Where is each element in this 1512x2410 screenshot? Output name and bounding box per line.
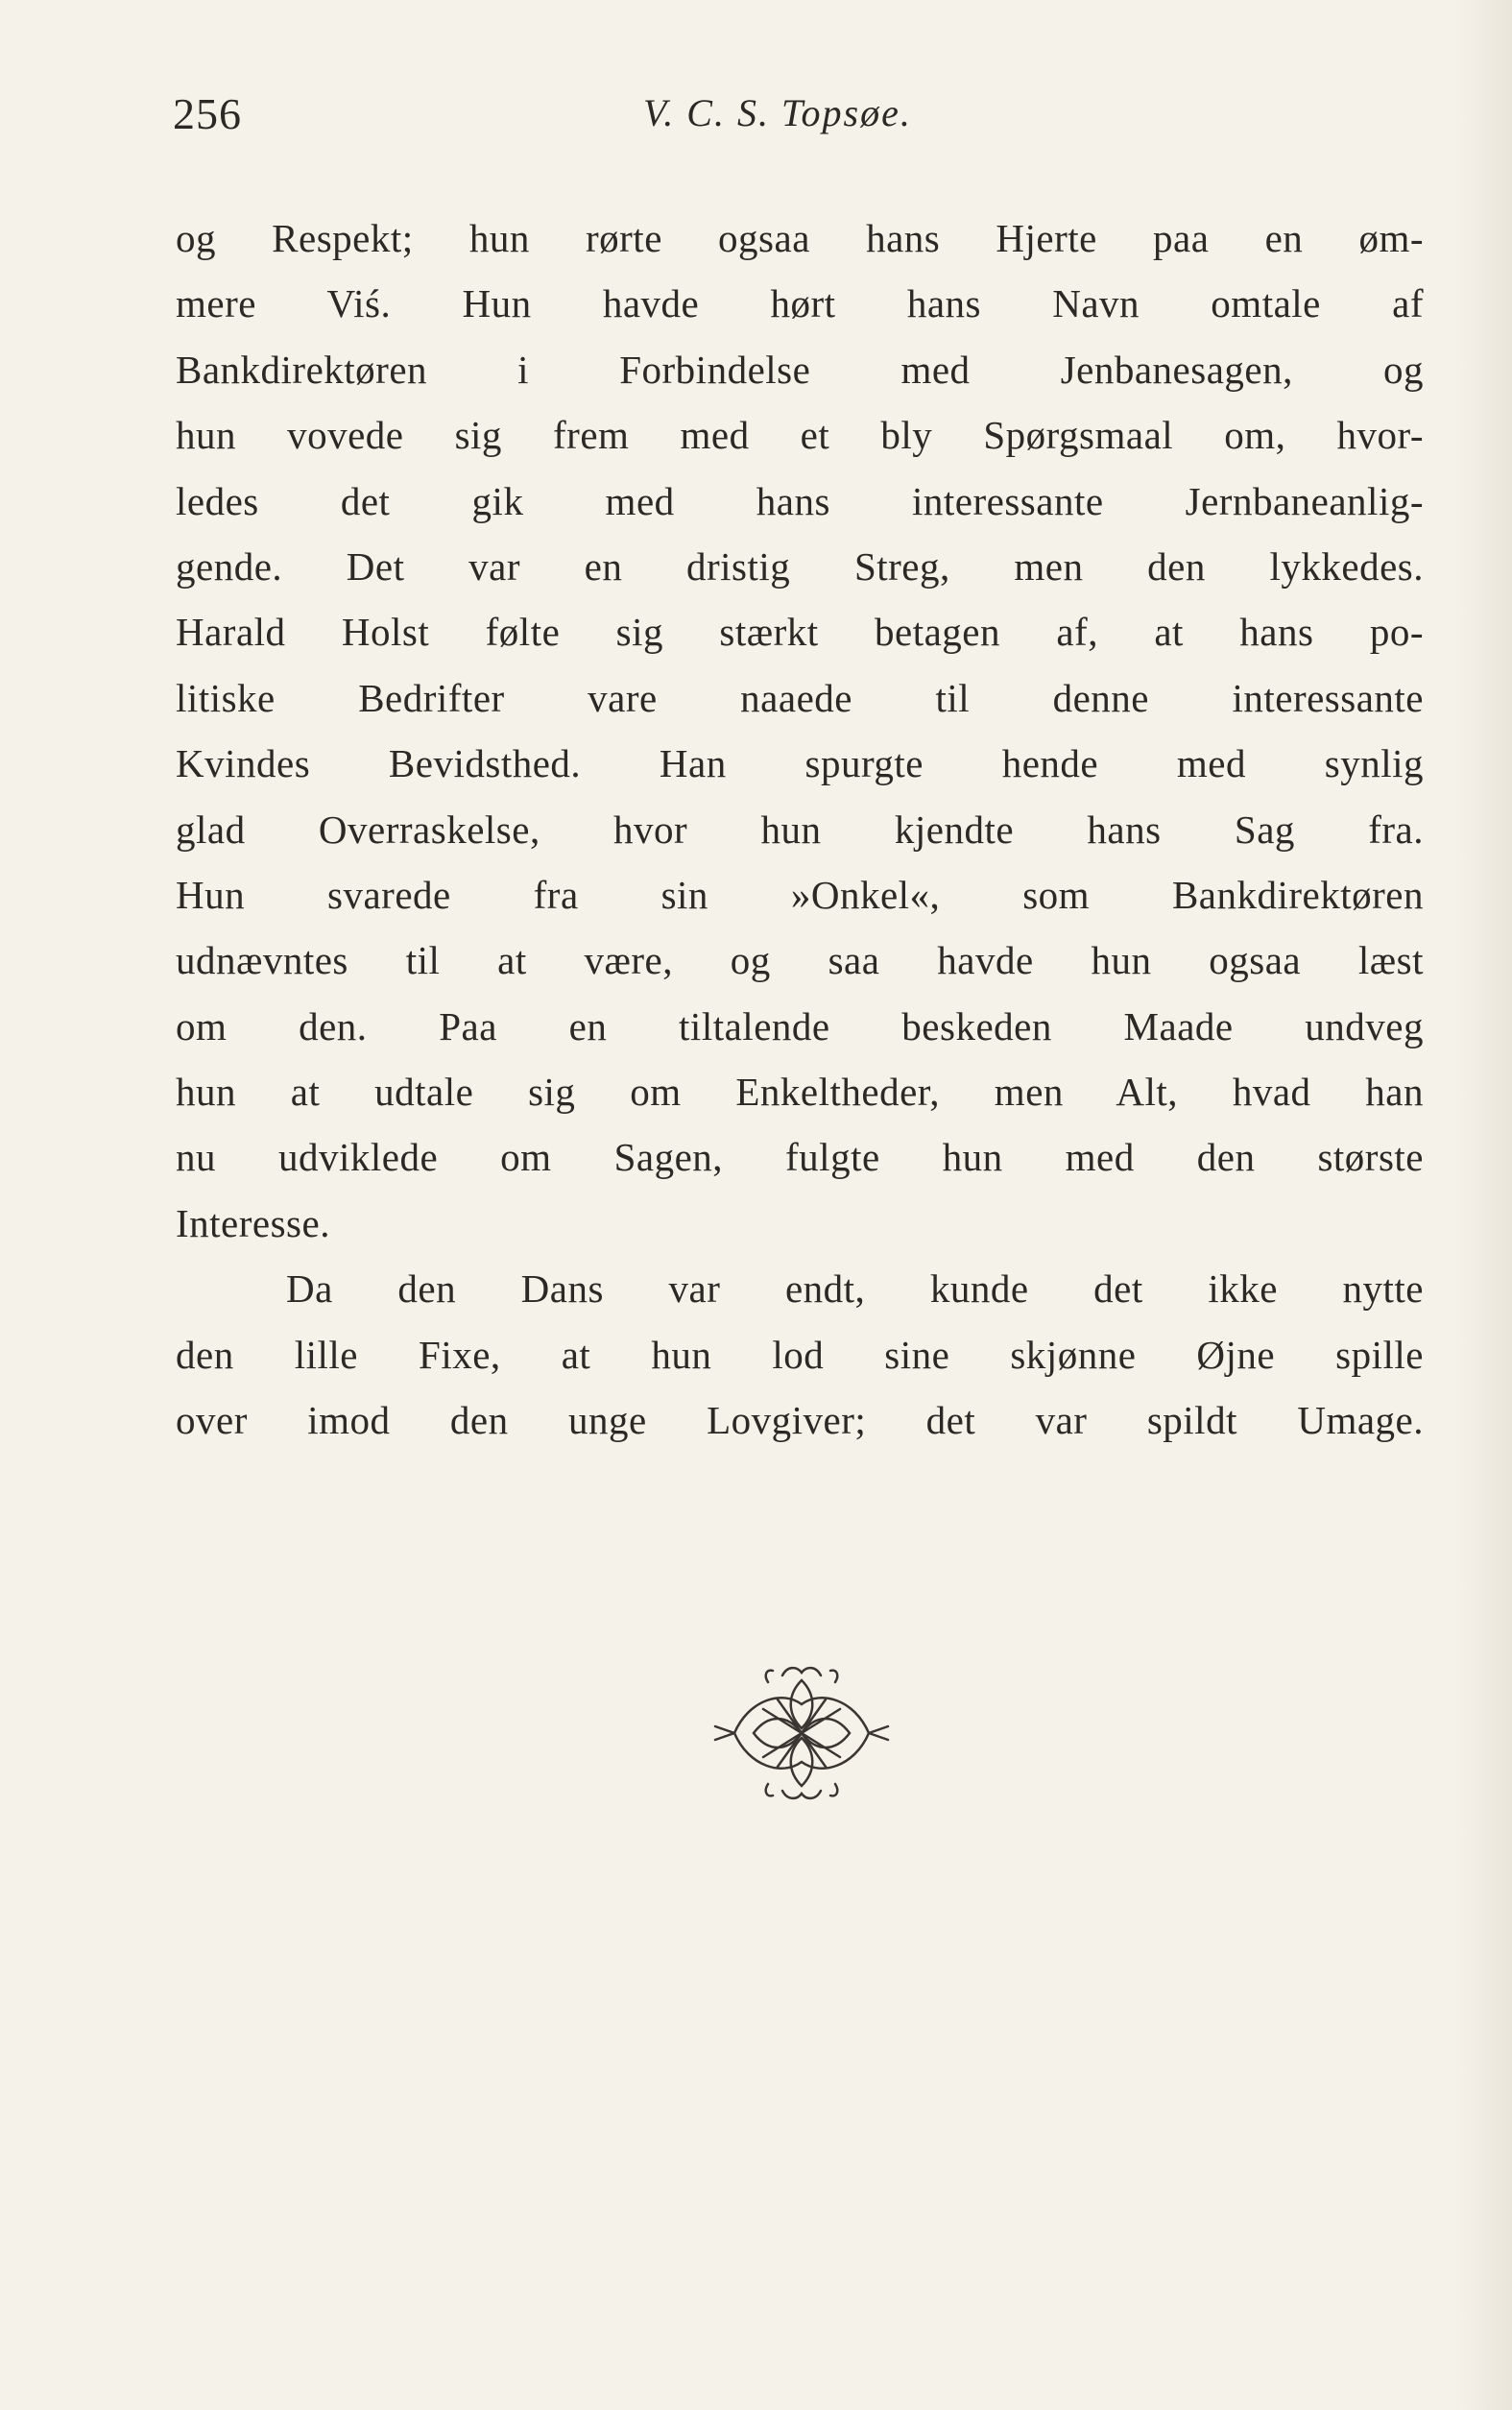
running-head: V. C. S. Topsøe. — [643, 91, 912, 134]
text-line: hun vovede sig frem med et bly Spørgsmaal om, hvor- — [176, 413, 1424, 458]
text-line: hun at udtale sig om Enkeltheder, men Alt, hvad han — [176, 1070, 1424, 1115]
text-line: Kvindes Bevidsthed. Han spurgte hende med synlig — [176, 741, 1424, 786]
text-line: litiske Bedrifter vare naaede til denne interessante — [176, 675, 1424, 720]
page-header — [173, 88, 1421, 146]
text-line: udnævntes til at være, og saa havde hun ogsaa læst — [176, 938, 1424, 983]
text-line: mere Viś. Hun havde hørt hans Navn omtale af — [176, 281, 1424, 326]
text-line: glad Overraskelse, hvor hun kjendte hans Sag fra. — [176, 807, 1424, 852]
text-line: over imod den unge Lovgiver; det var spildt Umage. — [176, 1398, 1424, 1443]
text-line: Hun svarede fra sin »Onkel«, som Bankdirektøren — [176, 872, 1424, 917]
body-text — [176, 205, 1424, 1453]
text-line: gende. Det var en dristig Streg, men den lykkedes. — [176, 543, 1424, 589]
text-line: nu udviklede om Sagen, fulgte hun med den største — [176, 1135, 1424, 1180]
text-line: Bankdirektøren i Forbindelse med Jenbanesagen, og — [176, 347, 1424, 392]
text-line: Interesse. — [176, 1200, 330, 1245]
text-line: om den. Paa en tiltalende beskeden Maade undveg — [176, 1003, 1424, 1048]
page-edge-shadow — [1454, 0, 1512, 2410]
page-number: 256 — [173, 89, 242, 138]
ornament-icon — [696, 1661, 907, 1805]
text-line: Harald Holst følte sig stærkt betagen af, at hans po- — [176, 610, 1424, 655]
text-line: Da den Dans var endt, kunde det ikke nytte — [286, 1266, 1424, 1312]
text-line: ledes det gik med hans interessante Jernbaneanlig- — [176, 478, 1424, 523]
text-line: den lille Fixe, at hun lod sine skjønne Øjne spille — [176, 1332, 1424, 1377]
text-line: og Respekt; hun rørte ogsaa hans Hjerte paa en øm- — [176, 216, 1424, 260]
